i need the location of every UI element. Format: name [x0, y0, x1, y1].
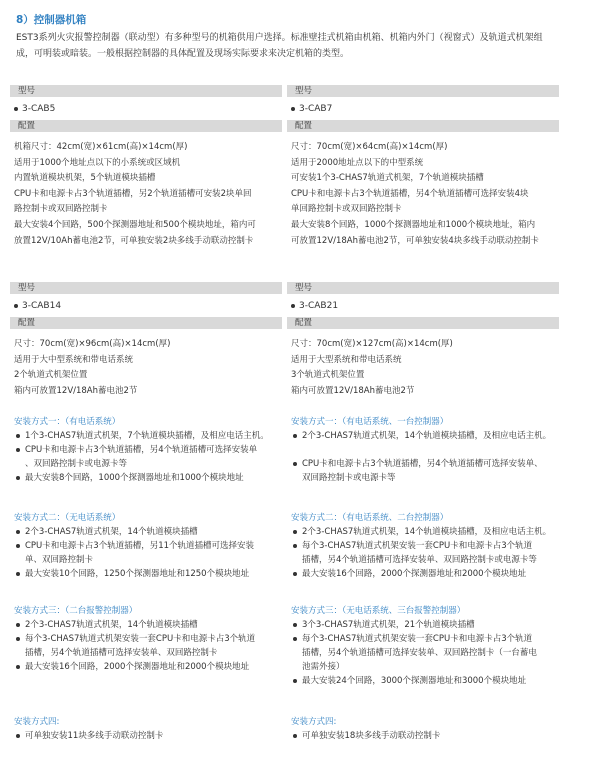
- install-item: [291, 567, 581, 581]
- bullet-icon: [16, 434, 20, 438]
- config-header: 配置: [10, 317, 282, 329]
- spec-line: 最大安装4个回路，500个探测器地址和500个模块地址，箱内可: [14, 219, 256, 230]
- install-item: [14, 729, 282, 743]
- install-heading: 安装方式三：（二台报警控制器）: [14, 606, 138, 616]
- spec-line: 路控制卡或双回路控制卡: [14, 204, 108, 215]
- spec-line: 2个轨道式机架位置: [14, 370, 88, 381]
- model-header: 型号: [287, 85, 559, 97]
- install-item: [291, 539, 581, 567]
- spec-line: 适用于2000地址点以下的中型系统: [291, 157, 424, 168]
- bullet-icon: [16, 476, 20, 480]
- intro-line: 成，可明装或暗装。一般根据控制器的具体配置及现场实际要求来决定机箱的类型。: [16, 49, 350, 59]
- spec-line: 箱内可放置12V/18Ah蓄电池2节: [14, 385, 138, 396]
- bullet-icon: [293, 572, 297, 576]
- bullet-icon: [16, 637, 20, 641]
- spec-list: [287, 132, 559, 249]
- install-item-text: 2个3-CHAS7轨道式机架，14个轨道模块插槽，及相应电话主机。: [302, 431, 552, 441]
- spec-line: 适用于1000个地址点以下的小系统或区域机: [14, 157, 181, 168]
- install-item-text: 最大安装16个回路，2000个探测器地址和2000个模块地址: [25, 662, 250, 672]
- install-item-text: 插槽，另4个轨道插槽可选择安装单、双回路控制卡（一台蓄电: [302, 648, 537, 658]
- install-method: [14, 715, 282, 743]
- cabinet-card-cab21: [287, 282, 559, 399]
- spec-line: 单回路控制卡或双回路控制卡: [291, 204, 402, 215]
- spec-line: 内置轨道模块机架，5个轨道模块插槽: [14, 173, 156, 184]
- install-item: [291, 618, 581, 632]
- spec-line: 可安装1个3-CHAS7轨道式机架，7个轨道模块插槽: [291, 173, 484, 184]
- bullet-icon: [293, 530, 297, 534]
- bullet-icon: [293, 434, 297, 438]
- bullet-icon: [14, 304, 18, 308]
- spec-list: [287, 329, 559, 399]
- bullet-icon: [293, 734, 297, 738]
- bullet-icon: [16, 448, 20, 452]
- cabinet-card-cab14: [10, 282, 282, 399]
- install-item: [291, 674, 581, 688]
- spec-line: 尺寸：70cm(宽)×96cm(高)×14cm(厚): [14, 339, 171, 349]
- install-item-text: 、双回路控制卡或电源卡等: [25, 459, 128, 469]
- install-item: [14, 471, 282, 485]
- config-header: 配置: [10, 120, 282, 132]
- bullet-icon: [16, 665, 20, 669]
- spec-line: 可放置12V/18Ah蓄电池2节，可单独安装4块多线手动联动控制卡: [291, 235, 539, 246]
- install-method: [291, 415, 581, 485]
- install-item-text: 双回路控制卡或电源卡等: [302, 473, 396, 483]
- model-name: 3-CAB14: [22, 301, 62, 311]
- install-item: [14, 429, 282, 443]
- cabinet-card-cab5: [10, 85, 282, 249]
- install-heading: 安装方式一：（有电话系统）: [14, 417, 121, 427]
- model-header: 型号: [10, 85, 282, 97]
- intro-line: EST3系列火灾报警控制器（联动型）有多种型号的机箱供用户选择。标准壁挂式机箱由机箱、机箱内外门（视窗式）及轨道式机架组: [16, 33, 543, 43]
- install-method: [14, 604, 282, 674]
- bullet-icon: [293, 623, 297, 627]
- install-item-text: 插槽，另4个轨道插槽可选择安装单、双回路控制卡: [25, 648, 218, 658]
- install-item: [14, 660, 282, 674]
- install-item: [291, 457, 581, 485]
- install-item-text: 3个3-CHAS7轨道式机架，21个轨道模块插槽: [302, 620, 475, 630]
- install-method: [291, 715, 581, 743]
- install-item-text: 2个3-CHAS7轨道式机架，14个轨道模块插槽: [25, 620, 198, 630]
- bullet-icon: [16, 572, 20, 576]
- spec-line: 箱内可放置12V/18Ah蓄电池2节: [291, 385, 415, 396]
- install-item-text: CPU卡和电源卡占3个轨道插槽，另4个轨道插槽可选择安装单、: [302, 459, 543, 469]
- spec-line: 尺寸：70cm(宽)×127cm(高)×14cm(厚): [291, 339, 453, 349]
- install-item-text: CPU卡和电源卡占3个轨道插槽，另11个轨道插槽可选择安装: [25, 541, 255, 551]
- install-method: [291, 511, 581, 581]
- spec-line: 尺寸：70cm(宽)×64cm(高)×14cm(厚): [291, 142, 448, 152]
- bullet-icon: [293, 544, 297, 548]
- spec-line: 机箱尺寸：42cm(宽)×61cm(高)×14cm(厚): [14, 142, 188, 152]
- install-item: [291, 525, 581, 539]
- bullet-icon: [16, 530, 20, 534]
- spec-list: [10, 329, 282, 399]
- install-heading: 安装方式四:: [291, 717, 337, 727]
- install-item-text: 池需外接）: [302, 662, 345, 672]
- install-item-text: 2个3-CHAS7轨道式机架，14个轨道模块插槽: [25, 527, 198, 537]
- install-item-text: 最大安装10个回路，1250个探测器地址和1250个模块地址: [25, 569, 250, 579]
- install-item: [14, 443, 282, 471]
- bullet-icon: [14, 107, 18, 111]
- model-value: [10, 97, 282, 120]
- model-name: 3-CAB5: [22, 104, 56, 114]
- spec-line: 3个轨道式机架位置: [291, 370, 365, 381]
- install-item: [14, 618, 282, 632]
- spec-line: 放置12V/10Ah蓄电池2节，可单独安装2块多线手动联动控制卡: [14, 235, 254, 246]
- cabinet-card-cab7: [287, 85, 559, 249]
- install-item-text: 单、双回路控制卡: [25, 555, 94, 565]
- install-item-text: 1个3-CHAS7轨道式机架，7个轨道模块插槽，及相应电话主机。: [25, 431, 269, 441]
- install-item: [14, 525, 282, 539]
- bullet-icon: [16, 623, 20, 627]
- spec-line: CPU卡和电源卡占3个轨道插槽，另2个轨道插槽可安装2块单回: [14, 188, 252, 199]
- install-heading: 安装方式四:: [14, 717, 60, 727]
- model-header: 型号: [10, 282, 282, 294]
- bullet-icon: [291, 107, 295, 111]
- model-header: 型号: [287, 282, 559, 294]
- intro-paragraph: [16, 30, 586, 62]
- install-item-text: 每个3-CHAS7轨道式机架安装一套CPU卡和电源卡占3个轨道: [302, 541, 533, 551]
- spec-line: 适用于大中型系统和带电话系统: [14, 354, 134, 365]
- install-item-text: 最大安装8个回路，1000个探测器地址和1000个模块地址: [25, 473, 244, 483]
- config-header: 配置: [287, 317, 559, 329]
- install-item: [14, 567, 282, 581]
- bullet-icon: [291, 304, 295, 308]
- install-item-text: 最大安装24个回路，3000个探测器地址和3000个模块地址: [302, 676, 527, 686]
- install-item: [291, 429, 581, 443]
- install-heading: 安装方式二：（无电话系统）: [14, 513, 121, 523]
- bullet-icon: [293, 462, 297, 466]
- model-value: [287, 97, 559, 120]
- install-item-text: 可单独安装18块多线手动联动控制卡: [302, 731, 441, 741]
- install-item-text: 最大安装16个回路，2000个探测器地址和2000个模块地址: [302, 569, 527, 579]
- install-method: [14, 415, 282, 485]
- spec-list: [10, 132, 282, 249]
- spec-line: 最大安装8个回路，1000个探测器地址和1000个模块地址，箱内: [291, 219, 536, 230]
- install-method: [291, 604, 581, 688]
- model-value: [10, 294, 282, 317]
- install-item: [14, 539, 282, 567]
- install-item: [291, 729, 581, 743]
- install-item-text: 可单独安装11块多线手动联动控制卡: [25, 731, 164, 741]
- bullet-icon: [16, 544, 20, 548]
- config-header: 配置: [287, 120, 559, 132]
- install-item-text: 每个3-CHAS7轨道式机架安装一套CPU卡和电源卡占3个轨道: [25, 634, 256, 644]
- install-item-text: 2个3-CHAS7轨道式机架，14个轨道模块插槽，及相应电话主机。: [302, 527, 552, 537]
- model-name: 3-CAB21: [299, 301, 339, 311]
- install-item-text: 插槽，另4个轨道插槽可选择安装单、双回路控制卡或电源卡等: [302, 555, 537, 565]
- install-heading: 安装方式三：（无电话系统、三台报警控制器）: [291, 606, 466, 616]
- section-title: 8）控制器机箱: [16, 14, 87, 26]
- bullet-icon: [293, 679, 297, 683]
- install-item: [291, 632, 581, 674]
- spec-line: CPU卡和电源卡占3个轨道插槽，另4个轨道插槽可选择安装4块: [291, 188, 529, 199]
- install-item-text: 每个3-CHAS7轨道式机架安装一套CPU卡和电源卡占3个轨道: [302, 634, 533, 644]
- install-item-text: CPU卡和电源卡占3个轨道插槽，另4个轨道插槽可选择安装单: [25, 445, 258, 455]
- bullet-icon: [16, 734, 20, 738]
- install-item: [14, 632, 282, 660]
- spec-line: 适用于大型系统和带电话系统: [291, 354, 402, 365]
- install-heading: 安装方式二：（有电话系统、二台控制器）: [291, 513, 449, 523]
- model-name: 3-CAB7: [299, 104, 333, 114]
- install-heading: 安装方式一：（有电话系统、一台控制器）: [291, 417, 449, 427]
- model-value: [287, 294, 559, 317]
- bullet-icon: [293, 637, 297, 641]
- install-method: [14, 511, 282, 581]
